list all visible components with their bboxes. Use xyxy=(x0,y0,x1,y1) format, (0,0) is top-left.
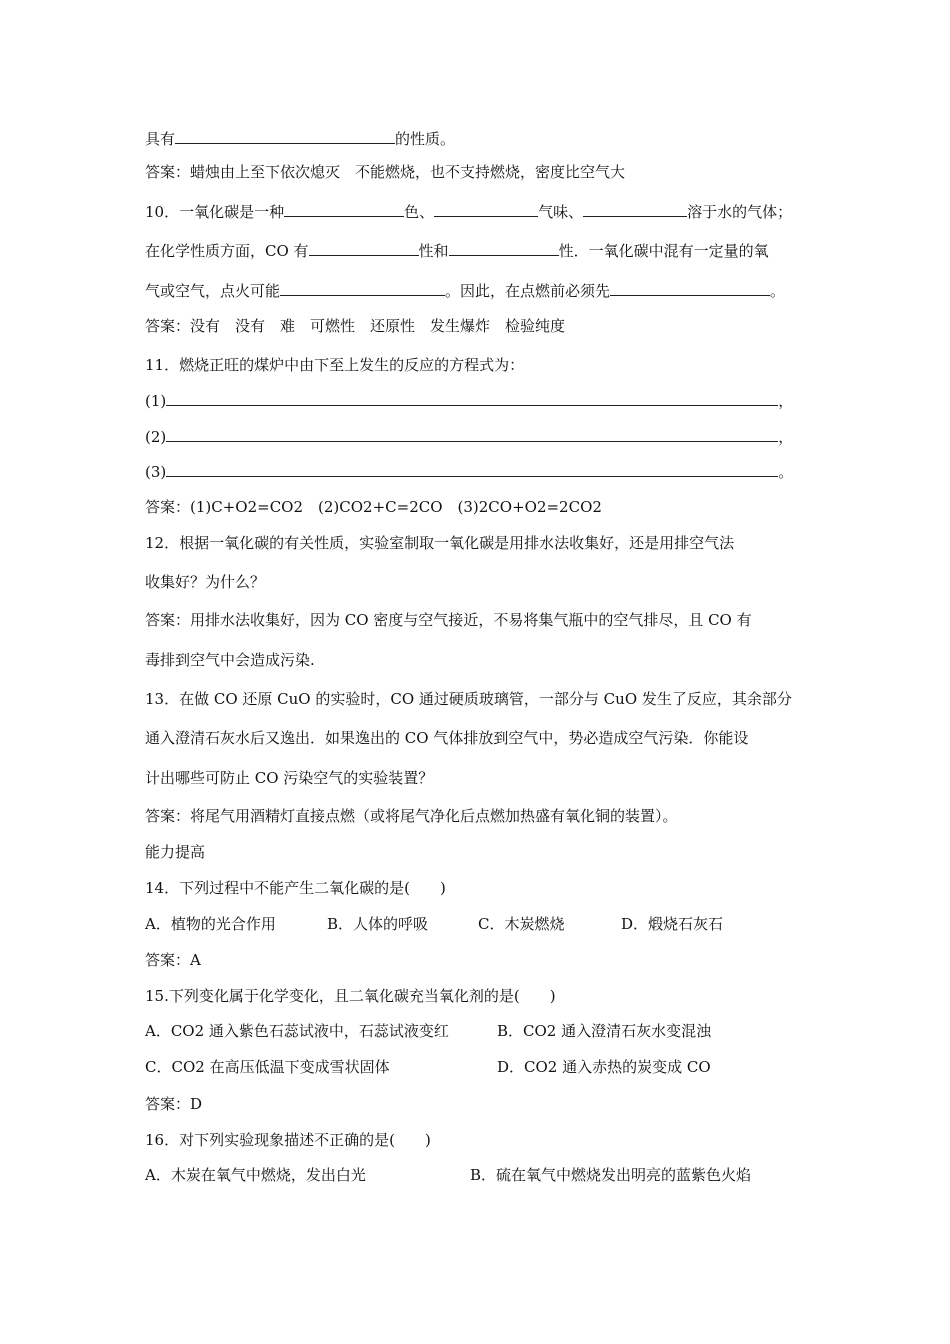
q10-line1 xyxy=(145,201,792,222)
q10-line2 xyxy=(145,240,769,261)
q11-item-end: 。 xyxy=(778,463,794,481)
answer-blank xyxy=(166,426,778,442)
q11-answer: 答案：(1)C+O2=CO2 (2)CO2+C=2CO (3)2CO+O2=2CO2 xyxy=(145,498,602,516)
q14-option-b: B．人体的呼吸 xyxy=(327,915,429,933)
q10-line3-a: 气或空气，点火可能 xyxy=(145,282,281,300)
q11-item-end: ， xyxy=(778,428,794,446)
q14-stem: 14．下列过程中不能产生二氧化碳的是( ) xyxy=(145,879,446,897)
answer-blank xyxy=(284,201,404,217)
q9-tail-suffix: 的性质。 xyxy=(395,130,456,148)
q13-line2: 通入澄清石灰水后又逸出．如果逸出的 CO 气体排放到空气中，势必造成空气污染．你能设 xyxy=(145,729,749,747)
answer-blank xyxy=(175,128,395,144)
q15-option-d: D．CO2 通入赤热的炭变成 CO xyxy=(497,1058,711,1076)
q15-option-b: B．CO2 通入澄清石灰水变混浊 xyxy=(497,1022,712,1040)
q9-tail xyxy=(145,128,455,149)
answer-blank xyxy=(449,240,559,256)
q11-item-end: ， xyxy=(778,392,794,410)
q9-tail-prefix: 具有 xyxy=(145,130,176,148)
q10-line1-b: 色、 xyxy=(404,203,435,221)
q10-line1-c: 气味、 xyxy=(538,203,584,221)
q10-line1-d: 溶于水的气体； xyxy=(687,203,793,221)
q12-line1: 12．根据一氧化碳的有关性质，实验室制取一氧化碳是用排水法收集好，还是用排空气法 xyxy=(145,534,735,552)
q10-line3 xyxy=(145,280,785,301)
q14-option-c: C．木炭燃烧 xyxy=(478,915,565,933)
q15-answer: 答案：D xyxy=(145,1095,203,1113)
q11-item-label: (2) xyxy=(145,428,167,446)
q14-option-a: A．植物的光合作用 xyxy=(145,915,276,933)
answer-blank xyxy=(280,280,445,296)
q11-item-2 xyxy=(145,426,793,447)
q11-stem: 11．燃烧正旺的煤炉中由下至上发生的反应的方程式为： xyxy=(145,356,525,374)
q12-answer-line1: 答案：用排水法收集好，因为 CO 密度与空气接近，不易将集气瓶中的空气排尽，且 CO 有 xyxy=(145,611,752,629)
answer-blank xyxy=(583,201,687,217)
q10-line3-b: 。因此，在点燃前必须先 xyxy=(445,282,611,300)
q10-line2-b: 性和 xyxy=(418,242,449,260)
answer-blank xyxy=(434,201,538,217)
q13-answer: 答案：将尾气用酒精灯直接点燃（或将尾气净化后点燃加热盛有氧化铜的装置）。 xyxy=(145,807,678,825)
q16-option-a: A．木炭在氧气中燃烧，发出白光 xyxy=(145,1166,366,1184)
q11-item-label: (3) xyxy=(145,463,167,481)
q10-line2-a: 在化学性质方面，CO 有 xyxy=(145,242,309,260)
q14-option-d: D．煅烧石灰石 xyxy=(621,915,724,933)
q10-line3-c: 。 xyxy=(770,282,786,300)
q10-answer: 答案：没有 没有 难 可燃性 还原性 发生爆炸 检验纯度 xyxy=(145,317,566,335)
q11-item-1 xyxy=(145,390,793,411)
answer-blank xyxy=(166,390,778,406)
q9-answer: 答案：蜡烛由上至下依次熄灭 不能燃烧，也不支持燃烧，密度比空气大 xyxy=(145,163,626,181)
q14-answer: 答案：A xyxy=(145,951,201,969)
q11-item-3 xyxy=(145,461,793,482)
q10-line1-a: 10．一氧化碳是一种 xyxy=(145,203,285,221)
q15-stem: 15.下列变化属于化学变化，且二氧化碳充当氧化剂的是( ) xyxy=(145,987,556,1005)
q10-line2-c: 性．一氧化碳中混有一定量的氧 xyxy=(558,242,769,260)
answer-blank xyxy=(610,280,770,296)
q15-option-a: A．CO2 通入紫色石蕊试液中，石蕊试液变红 xyxy=(145,1022,449,1040)
q12-line2: 收集好？为什么？ xyxy=(145,573,266,591)
q12-answer-line2: 毒排到空气中会造成污染. xyxy=(145,651,315,669)
answer-blank xyxy=(166,461,778,477)
q15-option-c: C．CO2 在高压低温下变成雪状固体 xyxy=(145,1058,390,1076)
q16-option-b: B．硫在氧气中燃烧发出明亮的蓝紫色火焰 xyxy=(470,1166,752,1184)
q16-stem: 16．对下列实验现象描述不正确的是( ) xyxy=(145,1131,431,1149)
q13-line1: 13．在做 CO 还原 CuO 的实验时，CO 通过硬质玻璃管，一部分与 CuO 发生了反应，其余部分 xyxy=(145,690,792,708)
section-title: 能力提高 xyxy=(145,843,206,861)
q11-item-label: (1) xyxy=(145,392,167,410)
answer-blank xyxy=(309,240,419,256)
q13-line3: 计出哪些可防止 CO 污染空气的实验装置？ xyxy=(145,769,434,787)
